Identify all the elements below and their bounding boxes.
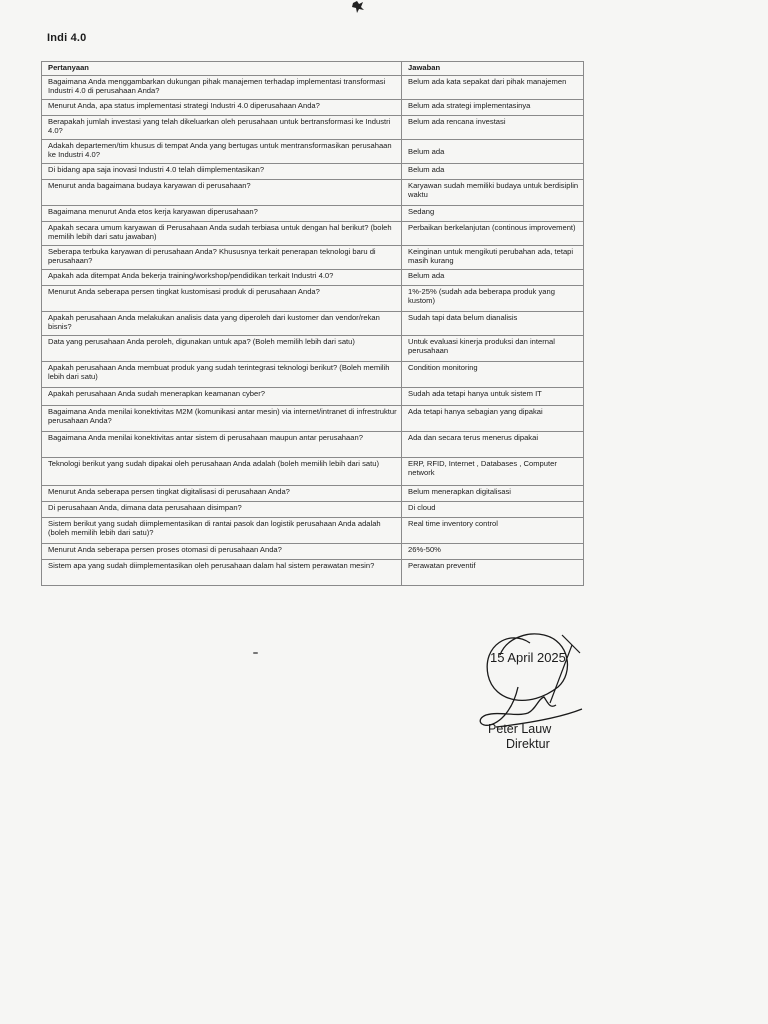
- table-header-row: [42, 62, 584, 76]
- question-cell: Apakah perusahaan Anda sudah menerapkan keamanan cyber?: [42, 388, 402, 406]
- answer-cell: Di cloud: [402, 502, 584, 518]
- answer-cell: Ada dan secara terus menerus dipakai: [402, 432, 584, 458]
- question-cell: Bagaimana Anda menilai konektivitas M2M (komunikasi antar mesin) via internet/intranet di infrestruktur perusahaan Anda?: [42, 406, 402, 432]
- questionnaire-table: [41, 61, 584, 586]
- question-cell: Menurut Anda seberapa persen tingkat kustomisasi produk di perusahaan Anda?: [42, 286, 402, 312]
- answer-cell: Ada tetapi hanya sebagian yang dipakai: [402, 406, 584, 432]
- answer-cell: Belum ada kata sepakat dari pihak manajemen: [402, 76, 584, 100]
- signatory-name: Peter Lauw: [488, 722, 552, 736]
- table-row: [42, 222, 584, 246]
- question-cell: Bagaimana Anda menggambarkan dukungan pihak manajemen terhadap implementasi transformasi Industri 4.0 di perusahaan Anda?: [42, 76, 402, 100]
- table-row: [42, 312, 584, 336]
- question-cell: Berapakah jumlah investasi yang telah dikeluarkan oleh perusahaan untuk bertransformasi ke Industri 4.0?: [42, 116, 402, 140]
- signatory-title: Direktur: [506, 737, 550, 751]
- answer-cell: Real time inventory control: [402, 518, 584, 544]
- table-row: [42, 518, 584, 544]
- question-cell: Apakah perusahaan Anda melakukan analisis data yang diperoleh dari kustomer dan vendor/rekan bisnis?: [42, 312, 402, 336]
- question-cell: Menurut Anda seberapa persen proses otomasi di perusahaan Anda?: [42, 544, 402, 560]
- table-body: [42, 76, 584, 586]
- stray-ink-dot: [253, 652, 258, 654]
- answer-cell: Sudah tapi data belum dianalisis: [402, 312, 584, 336]
- question-cell: Menurut Anda seberapa persen tingkat digitalisasi di perusahaan Anda?: [42, 486, 402, 502]
- question-cell: Menurut anda bagaimana budaya karyawan di perusahaan?: [42, 180, 402, 206]
- question-cell: Adakah departemen/tim khusus di tempat Anda yang bertugas untuk mentransformasikan perusahaan ke Industri 4.0?: [42, 140, 402, 164]
- answer-cell: Karyawan sudah memiliki budaya untuk berdisiplin waktu: [402, 180, 584, 206]
- header-jawaban: Jawaban: [402, 62, 584, 76]
- question-cell: Apakah ada ditempat Anda bekerja training/workshop/pendidikan terkait Industri 4.0?: [42, 270, 402, 286]
- question-cell: Teknologi berikut yang sudah dipakai oleh perusahaan Anda adalah (boleh memilih lebih dari satu): [42, 458, 402, 486]
- question-cell: Di perusahaan Anda, dimana data perusahaan disimpan?: [42, 502, 402, 518]
- question-cell: Sistem apa yang sudah diimplementasikan oleh perusahaan dalam hal sistem perawatan mesin?: [42, 560, 402, 586]
- question-cell: Apakah secara umum karyawan di Perusahaan Anda sudah terbiasa untuk dengan hal berikut? (boleh memilih lebih dari satu jawaban): [42, 222, 402, 246]
- question-cell: Di bidang apa saja inovasi Industri 4.0 telah diimplementasikan?: [42, 164, 402, 180]
- question-cell: Apakah perusahaan Anda membuat produk yang sudah terintegrasi teknologi berikut? (Boleh memilih lebih dari satu): [42, 362, 402, 388]
- table-row: [42, 406, 584, 432]
- answer-cell: Perawatan preventif: [402, 560, 584, 586]
- answer-cell: Belum menerapkan digitalisasi: [402, 486, 584, 502]
- answer-cell: 1%-25% (sudah ada beberapa produk yang kustom): [402, 286, 584, 312]
- answer-cell: Belum ada rencana investasi: [402, 116, 584, 140]
- question-cell: Seberapa terbuka karyawan di perusahaan Anda? Khususnya terkait penerapan teknologi baru di perusahaan?: [42, 246, 402, 270]
- answer-cell: Belum ada: [402, 140, 584, 164]
- table-row: [42, 286, 584, 312]
- table-row: [42, 206, 584, 222]
- table-row: [42, 502, 584, 518]
- question-cell: Bagaimana menurut Anda etos kerja karyawan diperusahaan?: [42, 206, 402, 222]
- answer-cell: Untuk evaluasi kinerja produksi dan internal perusahaan: [402, 336, 584, 362]
- answer-cell: Sudah ada tetapi hanya untuk sistem IT: [402, 388, 584, 406]
- ink-smudge-icon: [351, 0, 365, 14]
- question-cell: Sistem berikut yang sudah diimplementasikan di rantai pasok dan logistik perusahaan Anda adalah (boleh memilih lebih dari satu)?: [42, 518, 402, 544]
- question-cell: Menurut Anda, apa status implementasi strategi Industri 4.0 diperusahaan Anda?: [42, 100, 402, 116]
- header-pertanyaan: Pertanyaan: [42, 62, 402, 76]
- table-row: [42, 116, 584, 140]
- answer-cell: Condition monitoring: [402, 362, 584, 388]
- answer-cell: Belum ada strategi implementasinya: [402, 100, 584, 116]
- question-cell: Data yang perusahaan Anda peroleh, digunakan untuk apa? (Boleh memilih lebih dari satu): [42, 336, 402, 362]
- table-row: [42, 76, 584, 100]
- question-cell: Bagaimana Anda menilai konektivitas antar sistem di perusahaan maupun antar perusahaan?: [42, 432, 402, 458]
- signature-block: [470, 625, 600, 755]
- signature-date: 15 April 2025: [490, 650, 566, 665]
- table-row: [42, 246, 584, 270]
- table-row: [42, 388, 584, 406]
- table-row: [42, 164, 584, 180]
- table-row: [42, 458, 584, 486]
- table-row: [42, 180, 584, 206]
- answer-cell: Keinginan untuk mengikuti perubahan ada, tetapi masih kurang: [402, 246, 584, 270]
- table-row: [42, 100, 584, 116]
- answer-cell: Belum ada: [402, 270, 584, 286]
- table-row: [42, 336, 584, 362]
- table-row: [42, 560, 584, 586]
- table-row: [42, 270, 584, 286]
- answer-cell: 26%-50%: [402, 544, 584, 560]
- table-row: [42, 544, 584, 560]
- answer-cell: Sedang: [402, 206, 584, 222]
- table-row: [42, 486, 584, 502]
- table-row: [42, 432, 584, 458]
- answer-cell: Perbaikan berkelanjutan (continous improvement): [402, 222, 584, 246]
- answer-cell: Belum ada: [402, 164, 584, 180]
- document-title: Indi 4.0: [47, 32, 87, 44]
- answer-cell: ERP, RFID, Internet , Databases , Computer network: [402, 458, 584, 486]
- table-row: [42, 362, 584, 388]
- table-row: [42, 140, 584, 164]
